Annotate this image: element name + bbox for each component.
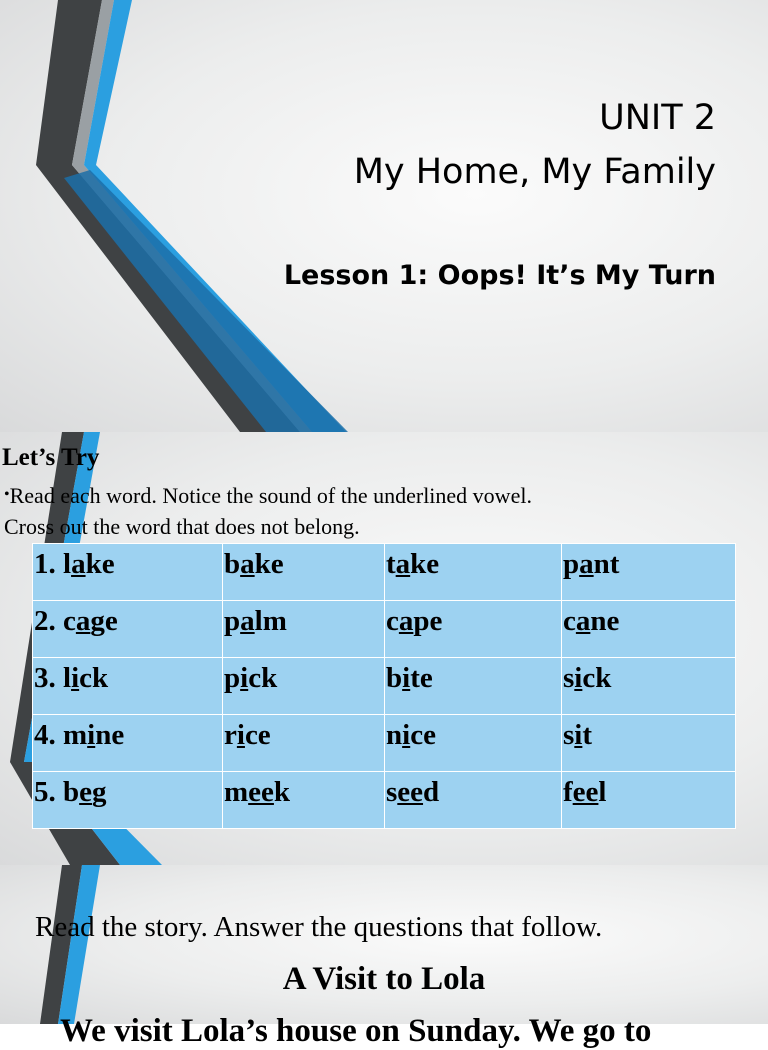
word-end: ke (85, 548, 115, 580)
table-row (33, 544, 736, 601)
word-end: t (582, 719, 593, 751)
underlined-vowel: i (402, 662, 411, 694)
word-start: 3. l (34, 662, 72, 694)
underlined-vowel: a (395, 548, 411, 580)
table-row (33, 715, 736, 772)
underlined-vowel: ee (248, 776, 274, 808)
word-start: p (224, 605, 241, 637)
title-slide (0, 0, 768, 432)
word-cell (385, 601, 562, 658)
section-heading: Let’s Try (2, 444, 100, 471)
word-start: f (563, 776, 573, 808)
bullet-glyph: • (4, 486, 10, 503)
word-end: g (92, 776, 107, 808)
word-start: 5. b (34, 776, 80, 808)
word-end: ce (410, 719, 436, 751)
underlined-vowel: i (574, 662, 583, 694)
word-start: n (386, 719, 403, 751)
word-start: t (386, 548, 396, 580)
word-end: ke (254, 548, 284, 580)
vowel-table (32, 543, 736, 829)
underlined-vowel: i (574, 719, 583, 751)
word-start: c (563, 605, 576, 637)
story-instruction: Read the story. Answer the questions that follow. (35, 911, 603, 943)
underlined-vowel: ee (572, 776, 599, 808)
word-start: b (386, 662, 403, 694)
word-end: ne (590, 605, 620, 637)
word-cell (33, 658, 223, 715)
instruction-body: Read each word. Notice the sound of the underlined vowel. Cross out the word that does not belong. (4, 483, 532, 539)
word-end: ke (410, 548, 440, 580)
underlined-vowel: a (240, 548, 255, 580)
word-start: c (386, 605, 399, 637)
story-slide (0, 865, 768, 1049)
story-title: A Visit to Lola (282, 961, 486, 997)
word-cell (33, 715, 223, 772)
word-start: m (224, 776, 249, 808)
word-cell (223, 772, 385, 829)
word-end: ck (79, 662, 109, 694)
word-end: ck (248, 662, 278, 694)
word-start: 4. m (34, 719, 88, 751)
word-end: pe (413, 605, 443, 637)
unit-number: UNIT 2 (599, 98, 716, 138)
word-cell (385, 544, 562, 601)
word-end: ce (244, 719, 271, 751)
word-end: te (410, 662, 433, 694)
word-cell (223, 658, 385, 715)
word-start: 1. l (34, 548, 72, 580)
underlined-vowel: a (575, 605, 591, 637)
underlined-vowel: a (398, 605, 414, 637)
word-start: s (563, 719, 575, 751)
underlined-vowel: a (240, 605, 255, 637)
word-start: 2. c (34, 605, 76, 637)
word-cell (385, 658, 562, 715)
unit-title: My Home, My Family (353, 152, 716, 192)
word-cell (385, 715, 562, 772)
underlined-vowel: e (79, 776, 93, 808)
story-first-line: We visit Lola’s house on Sunday. We go to (60, 1013, 652, 1049)
word-cell (223, 544, 385, 601)
word-end: lm (254, 605, 287, 637)
exercise-slide (0, 432, 768, 865)
word-start: p (224, 662, 241, 694)
word-end: d (423, 776, 440, 808)
underlined-vowel: i (402, 719, 411, 751)
underlined-vowel: i (236, 719, 245, 751)
word-end: nt (593, 548, 620, 580)
lesson-title: Lesson 1: Oops! It’s My Turn (283, 260, 716, 291)
word-cell (562, 715, 736, 772)
word-start: b (224, 548, 241, 580)
word-start: p (563, 548, 580, 580)
word-end: k (273, 776, 291, 808)
word-cell (33, 544, 223, 601)
word-cell (562, 601, 736, 658)
instruction-text (4, 479, 564, 542)
word-start: s (563, 662, 575, 694)
word-cell (33, 772, 223, 829)
underlined-vowel: a (71, 548, 86, 580)
underlined-vowel: ee (397, 776, 424, 808)
word-cell (562, 658, 736, 715)
table-row (33, 601, 736, 658)
word-end: ck (582, 662, 612, 694)
underlined-vowel: a (579, 548, 594, 580)
word-start: s (386, 776, 398, 808)
decorative-stripes (0, 865, 768, 1024)
word-cell (562, 772, 736, 829)
underlined-vowel: a (75, 605, 91, 637)
word-start: r (224, 719, 237, 751)
word-end: ne (95, 719, 125, 751)
decorative-stripes (0, 0, 768, 432)
word-cell (562, 544, 736, 601)
table-row (33, 772, 736, 829)
dark-blue-stripe (64, 170, 348, 432)
word-cell (33, 601, 223, 658)
underlined-vowel: i (87, 719, 96, 751)
word-end: ge (90, 605, 118, 637)
underlined-vowel: i (71, 662, 80, 694)
word-cell (223, 715, 385, 772)
word-cell (223, 601, 385, 658)
word-cell (385, 772, 562, 829)
table-row (33, 658, 736, 715)
word-end: l (598, 776, 607, 808)
underlined-vowel: i (240, 662, 249, 694)
